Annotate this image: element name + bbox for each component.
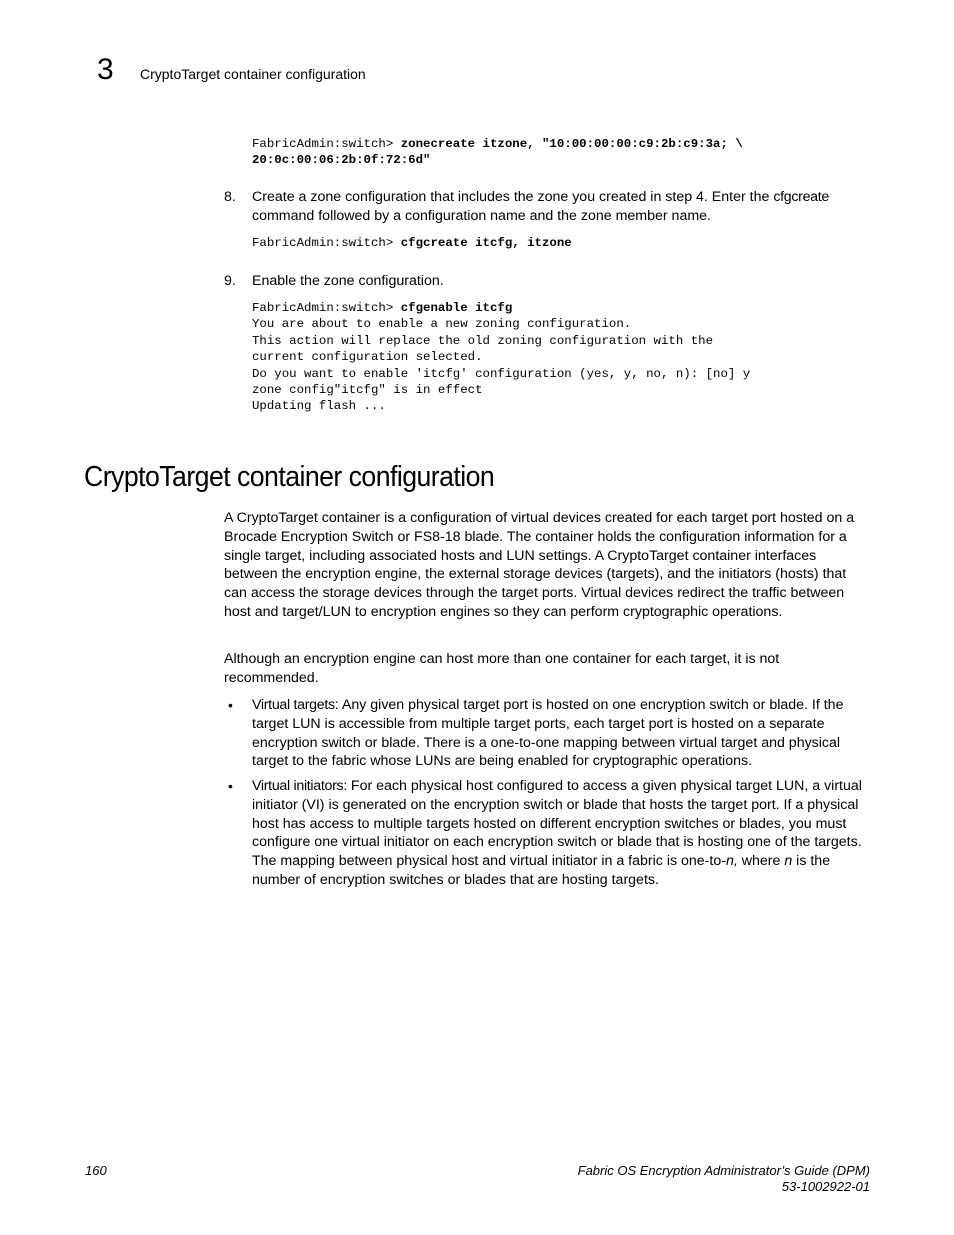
bullet-icon: • <box>228 778 233 794</box>
code-command-line-2: 20:0c:00:06:2b:0f:72:6d" <box>252 153 431 168</box>
bullet-description: is the number of encryption switches or blades that are hosting targets. <box>252 853 831 888</box>
chapter-number: 3 <box>97 53 114 86</box>
step-number: 8. <box>224 189 236 205</box>
code-output-line: Do you want to enable 'itcfg' configuration (yes, y, no, n): [no] y <box>252 366 751 381</box>
page-number: 160 <box>85 1163 107 1178</box>
paragraph-recommendation: Although an encryption engine can host more than one container for each target, it is not recommended. <box>224 651 780 686</box>
section-heading: CryptoTarget container configuration <box>84 461 495 493</box>
code-output-line: You are about to enable a new zoning configuration. <box>252 317 632 332</box>
footer-doc-title: Fabric OS Encryption Administrator’s Guide (DPM) <box>577 1163 870 1178</box>
cfgcreate-keyword: cfgcreate <box>773 189 830 205</box>
step-text-part: Create a zone configuration that includes the zone you created in step 4. Enter the <box>252 189 774 205</box>
code-prompt: FabricAdmin:switch> <box>252 301 401 315</box>
bullet-term: Virtual targets <box>252 697 335 713</box>
bullet-description: For each physical host configured to access a given physical target LUN, a virtual initiator (VI) is generated on the encryption switch or blade that hosts the target port. If a physical host has access to multiple targets hosted on different encryption switches or blades, you must configure one virtual initiator on each encryption switch or blade that is hosting one of the targets. The mapping between physical host and virtual initiator in a fabric is one-to- <box>252 778 862 870</box>
step-text-part: command followed by a configuration name and the zone member name. <box>252 207 711 224</box>
italic-n: n, <box>725 853 738 870</box>
step-text <box>252 188 872 226</box>
code-command: cfgenable itcfg <box>400 301 513 315</box>
code-block-cfgcreate <box>252 235 572 251</box>
bullet-description: : Any given physical target port is hosted on one encryption switch or blade. If the target LUN is accessible from multiple target ports, each target port is hosted on a separate encryption switch or blade. There is a one-to-one mapping between virtual target and physical target to the fabric whose LUNs are being enabled for cryptographic operations. <box>252 697 844 770</box>
code-command: cfgcreate itcfg, itzone <box>400 236 572 250</box>
code-output-line: This action will replace the old zoning configuration with the <box>252 333 714 348</box>
code-output-line: zone config"itcfg" is in effect <box>252 383 483 398</box>
code-prompt: FabricAdmin:switch> <box>252 236 401 250</box>
code-command-line-1: zonecreate itzone, "10:00:00:00:c9:2b:c9:3a; \ <box>400 137 743 151</box>
code-output-line: Updating flash ... <box>252 399 386 414</box>
bullet-term: Virtual initiators: <box>252 778 347 794</box>
bullet-description: where <box>737 853 785 870</box>
code-prompt: FabricAdmin:switch> <box>252 137 401 151</box>
running-header-title: CryptoTarget container configuration <box>140 66 366 82</box>
code-output-line: current configuration selected. <box>252 350 483 365</box>
paragraph-container-intro: A CryptoTarget container is a configuration of virtual devices created for each target port hosted on a Brocade Encryption Switch or FS8-18 blade. The container holds the configuration information for a single target, including associated hosts and LUN settings. A CryptoTarget container interfaces between the encryption engine, the external storage devices (targets), and the initiators (hosts) that can access the storage devices through the target ports. Virtual devices redirect the traffic between host and target/LUN to encryption engines so they can perform cryptographic operations. <box>224 510 855 620</box>
footer-doc-number: 53-1002922-01 <box>781 1179 870 1194</box>
step-number: 9. <box>224 273 236 289</box>
bullet-text <box>252 696 872 771</box>
code-block-zonecreate <box>252 136 743 169</box>
step-text: Enable the zone configuration. <box>252 273 444 289</box>
italic-n: n <box>784 853 793 870</box>
bullet-text <box>252 777 872 890</box>
code-block-cfgenable <box>252 300 750 415</box>
bullet-icon: • <box>228 697 233 713</box>
